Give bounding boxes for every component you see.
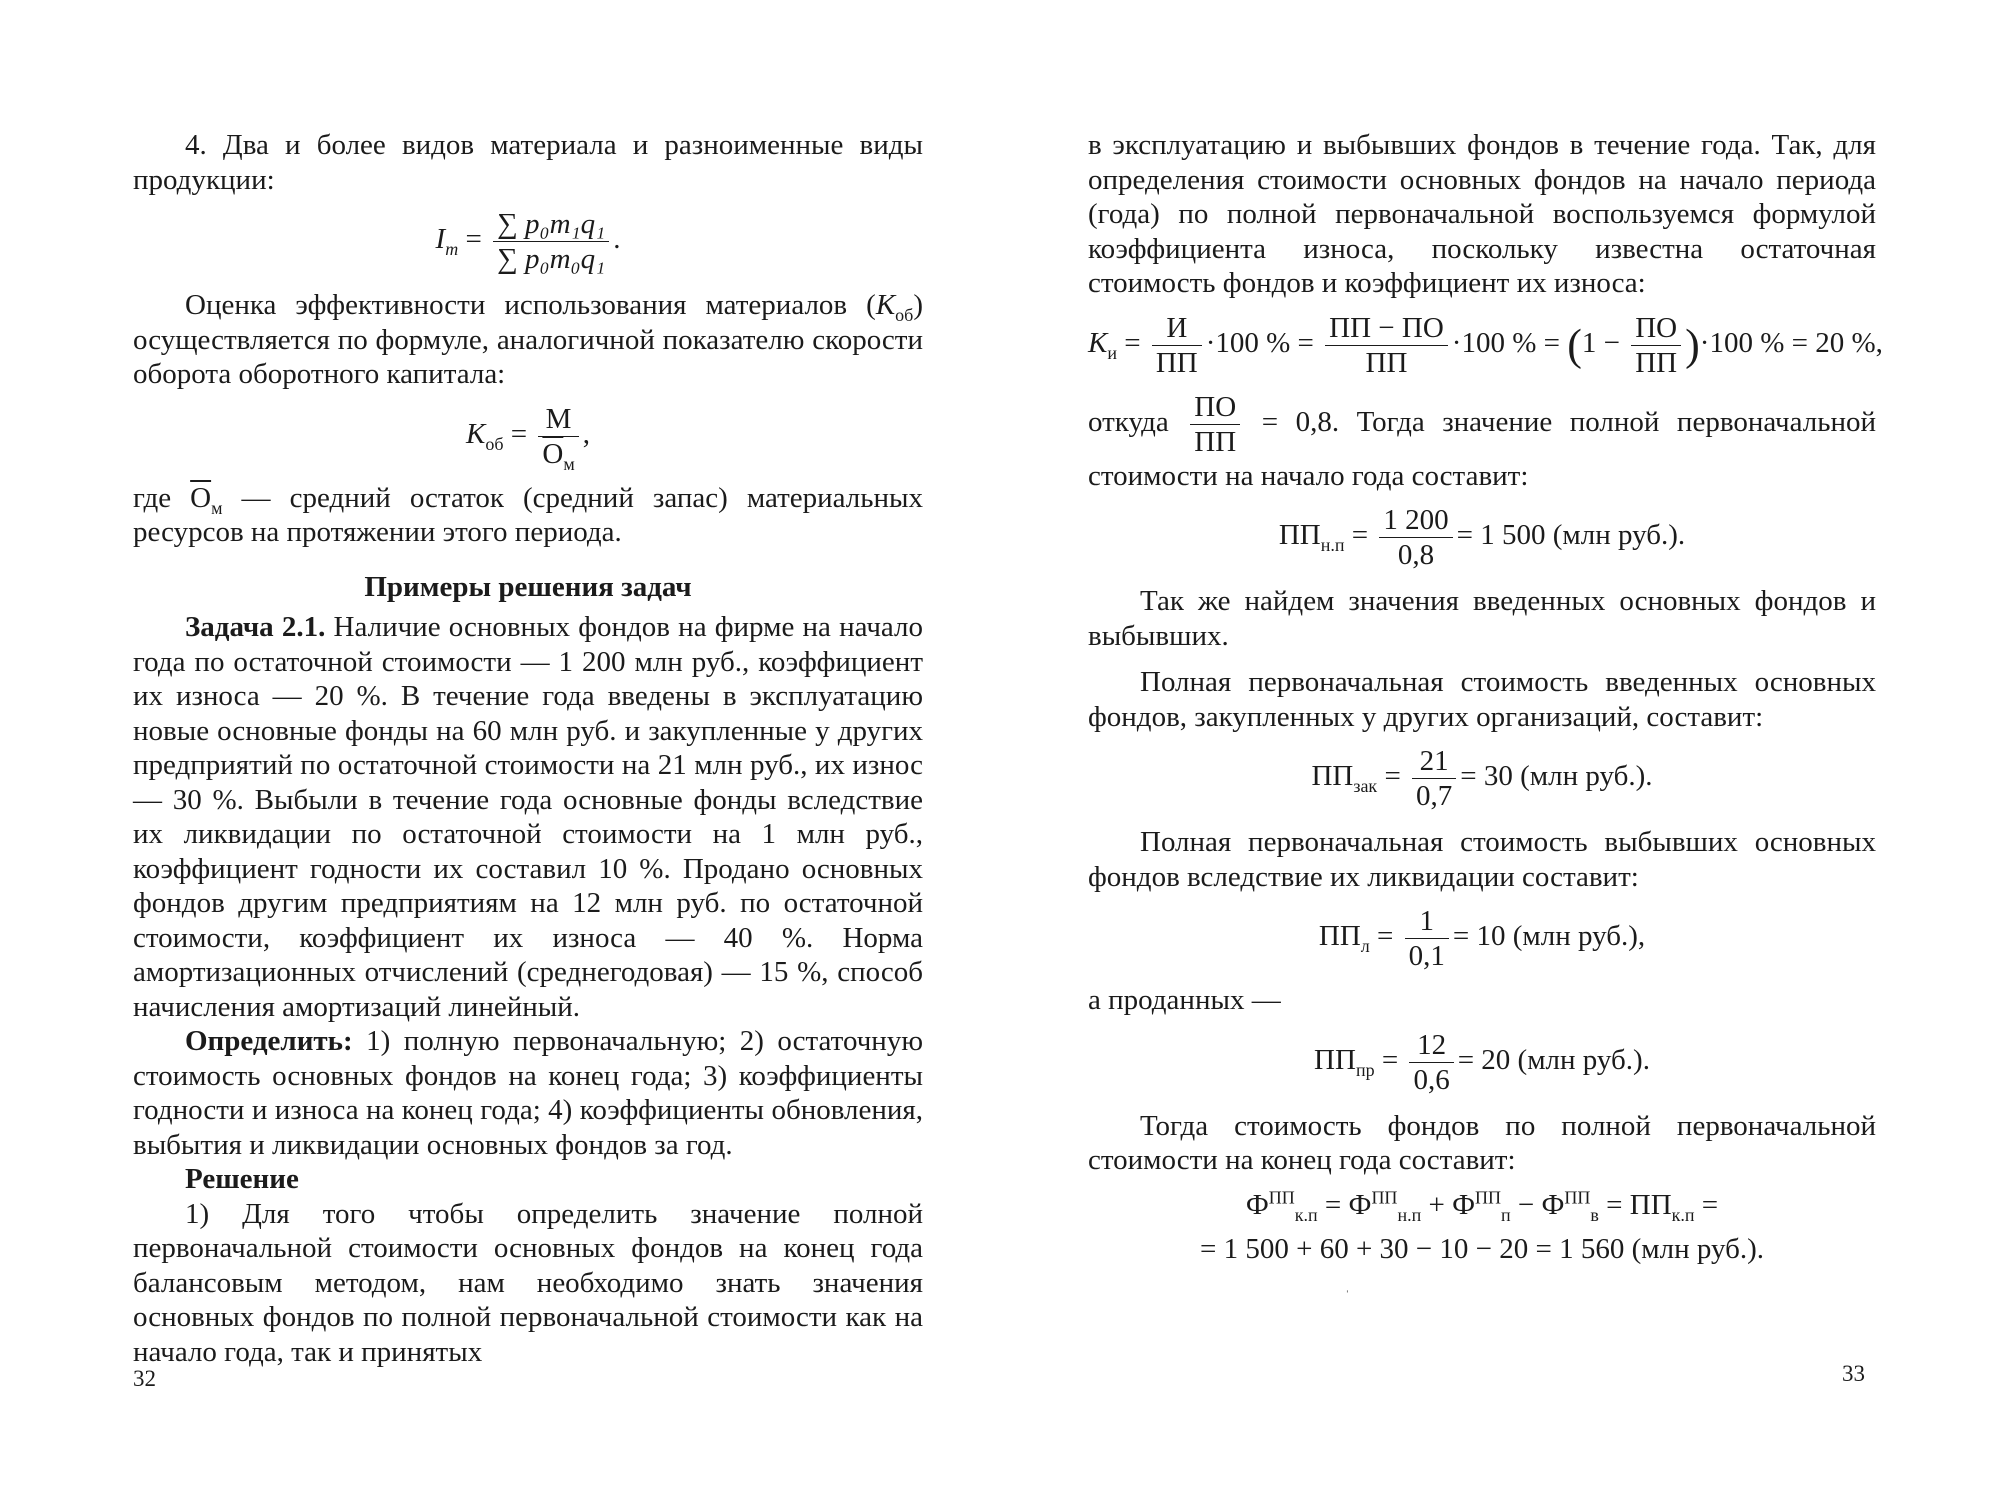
paragraph-continuation: в эксплуатацию и выбывших фондов в течение года. Так, для определения стоимости основных фондов на начало периода (года) по полной первоначальной воспользуемся формулой коэффициента износа, поскольку известна остаточная стоимость фондов и коэффициент их износа: [1088,129,1876,299]
pp-start-fraction: $\frac{1 200}{0,8}$ [1379,503,1452,572]
paragraph-end-year: Тогда стоимость фондов по полной первоначальной стоимости на конец года составит: [1088,1109,1876,1176]
formula-pp-start: $ПП_{н.п}$ = $\frac{1 200}{0,8}$ = 1 500 (млн руб.). [1278,504,1686,571]
formula-pp-sold: $ПП_{пр}$ = $\frac{12}{0,6}$ = 20 (млн руб.). [1314,1028,1650,1096]
task-label: Задача 2.1. [185,611,326,643]
page-number-right: 33 [1842,1361,1865,1386]
right-text-column [1088,128,1883,1277]
scan-speck: ˈ [1345,1289,1350,1304]
paragraph-where: где $О_м$ — средний остаток (средний запас) материальных ресурсов на протяжении этого периода. [133,481,923,548]
im-denominator: ∑ p₀m₀q₁ [497,243,606,275]
paragraph-liquidation: Полная первоначальная стоимость выбывших основных фондов вследствие их ликвидации составит: [1088,826,1876,893]
pp-bought-fraction: $\frac{21}{0,7}$ [1412,744,1456,813]
formula-result: = 1 500 + 60 + 30 − 10 − 20 = 1 560 (млн руб.). [1199,1233,1765,1265]
paragraph-efficiency: Оценка эффективности использования материалов $(K_{об})$ осуществляется по формуле, аналогичной показателю скорости оборота оборотного капитала: [133,289,923,390]
im-numerator: ∑ p₀m₁q₁ [493,207,609,242]
formula-ki: $K_и$ = $\frac{И}{ПП}$ ·100 % = $\frac{ПП - ПО}{ПП}$ ·100 % = (1 − $\frac{ПО}{ПП}$ )·100 % = 20 %, [1088,311,1883,379]
left-text-column [133,128,923,1369]
whence-fraction: $\frac{ПО}{ПП}$ [1190,390,1240,459]
im-symbol: $I_m$ [435,223,459,259]
formula-kob: $K_{об}$ = $\frac{М}{О_м}$ , [466,402,590,474]
kob-fraction [538,402,578,474]
kob-numerator: М [538,402,578,437]
formula-pp-bought: $ПП_{зак}$ = $\frac{21}{0,7}$ = 30 (млн руб.). [1311,745,1653,812]
section-heading: Примеры решения задач [364,570,692,603]
right-page [1000,0,2000,1505]
paragraph-task: Задача 2.1. Наличие основных фондов на фирме на начало года по остаточной стоимости — 1 200 млн руб., коэффициент их износа — 20 %. В течение года введены в эксплуатацию новые основные фонды на 60 млн руб. и закупленные у других предприятий по остаточной стоимости на 21 млн руб., их износ — 30 %. Выбыли в течение года основные фонды вследствие их ликвидации по остаточной стоимости на 1 млн руб., коэффициент годности их составил 10 %. Продано основных фондов другим предприятиям на 12 млн руб. по остаточной стоимости, коэффициент их износа — 40 %. Норма амортизационных отчислений (среднегодовая) — 15 %, способ начисления амортизаций линейный. [133,611,923,1023]
pp-liquidated-fraction: $\frac{1}{0,1}$ [1405,904,1449,973]
kob-denominator: $О_м$ [542,437,575,474]
page-number-left: 32 [133,1366,156,1391]
paragraph-determine: Определить: 1) полную первоначальную; 2) остаточную стоимость основных фондов на конец года; 3) коэффициенты годности и износа на конец года; 4) коэффициенты обновления, выбытия и ликвидации основных фондов за год. [133,1025,923,1161]
paragraph-sold: а проданных — [1088,984,1281,1016]
paragraph-whence: откуда $\frac{ПО}{ПП}$ = 0,8. Тогда значение полной первоначальной стоимости на начало года составит: [1088,390,1876,492]
pp-sold-fraction: $\frac{12}{0,6}$ [1409,1028,1453,1097]
paragraph-solution: 1) Для того чтобы определить значение полной первоначальной стоимости основных фондов на конец года балансовым методом, нам необходимо знать значения основных фондов по полной первоначальной стоимости как на начало года, так и принятых [133,1197,923,1368]
im-fraction [493,207,609,276]
formula-balance: $Ф^{ПП}_{к.п} = Ф^{ПП}_{н.п} + Ф^{ПП}_п - Ф^{ПП}_в = ПП_{к.п}$ = [1245,1186,1719,1225]
paragraph-bought: Полная первоначальная стоимость введенных основных фондов, закупленных у других организаций, составит: [1088,666,1876,733]
solution-label: Решение [185,1163,299,1195]
ki-fraction-2: $\frac{ПП - ПО}{ПП}$ [1325,311,1448,380]
ki-fraction-3: $\frac{ПО}{ПП}$ [1631,311,1681,380]
paragraph-same: Так же найдем значения введенных основных фондов и выбывших. [1088,585,1876,652]
ki-fraction-1: $\frac{И}{ПП}$ [1152,311,1202,380]
paragraph-item-4: 4. Два и более видов материала и разноименные виды продукции: [133,129,923,196]
determine-label: Определить: [185,1025,353,1057]
formula-index-im: $I_m$ = $\frac{\text{∑ p₀m₁q₁}}{\text{∑ p₀m₀q₁}}$ . [435,208,621,275]
formula-pp-liquidated: $ПП_л$ = $\frac{1}{0,1}$ = 10 (млн руб.), [1318,905,1646,972]
